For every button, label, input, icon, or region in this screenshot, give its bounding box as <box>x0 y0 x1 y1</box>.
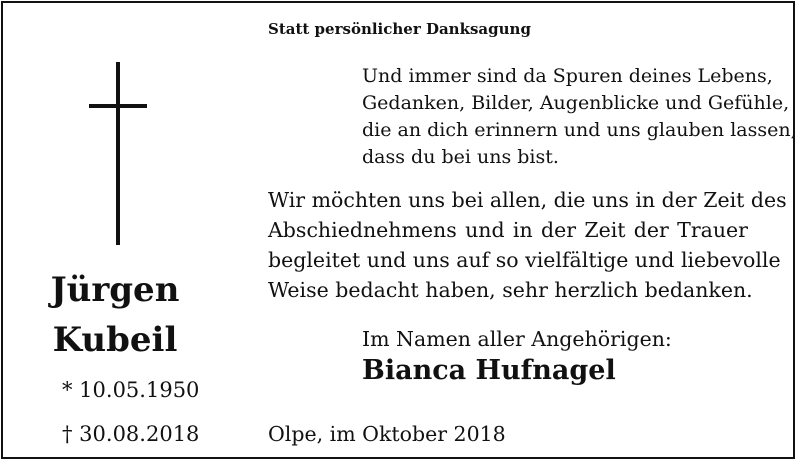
birth-date: * 10.05.1950 <box>62 378 200 402</box>
deceased-last-name: Kubeil <box>52 320 178 360</box>
paragraph-line: begleitet und uns auf so vielfältige und liebevolle <box>268 248 781 272</box>
poem <box>362 63 797 171</box>
poem-line: die an dich erinnern und uns glauben lassen, <box>362 119 797 141</box>
paragraph-line: Abschiednehmens und in der Zeit der Trauer <box>268 218 748 242</box>
signer-name: Bianca Hufnagel <box>362 355 616 386</box>
deceased-first-name: Jürgen <box>50 270 180 310</box>
notice-heading: Statt persönlicher Danksagung <box>268 20 531 38</box>
death-date: † 30.08.2018 <box>62 422 200 446</box>
poem-line: Und immer sind da Spuren deines Lebens, <box>362 65 773 87</box>
thanks-paragraph <box>268 185 787 305</box>
poem-line: dass du bei uns bist. <box>362 146 559 168</box>
place-date: Olpe, im Oktober 2018 <box>268 422 506 446</box>
paragraph-line: Wir möchten uns bei allen, die uns in der Zeit des <box>268 188 787 212</box>
poem-line: Gedanken, Bilder, Augenblicke und Gefühle, <box>362 92 790 114</box>
paragraph-line: Weise bedacht haben, sehr herzlich bedanken. <box>268 278 753 302</box>
on-behalf-label: Im Namen aller Angehörigen: <box>362 327 672 351</box>
